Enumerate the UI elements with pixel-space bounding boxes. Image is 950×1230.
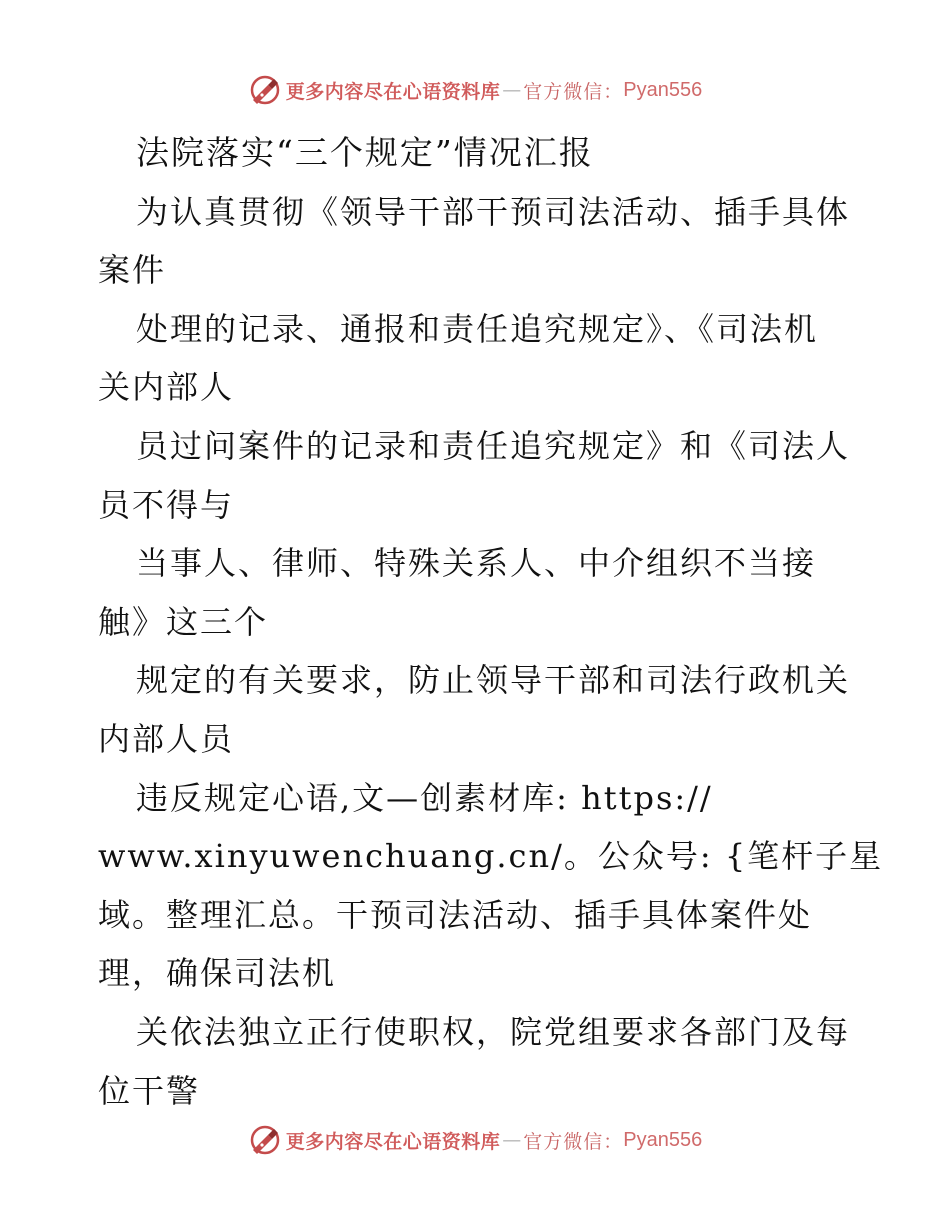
watermark-separator: — (502, 79, 522, 101)
watermark-separator: — (502, 1129, 522, 1151)
paragraph-line: 规定的有关要求，防止领导干部和司法行政机关 (136, 661, 851, 700)
pen-logo-icon (248, 1123, 282, 1157)
paragraph-line: 为认真贯彻《领导干部干预司法活动、插手具体 (136, 192, 851, 231)
document-title: 法院落实“三个规定”情况汇报 (136, 133, 594, 172)
paragraph-line: 理，确保司法机 (98, 954, 337, 993)
paragraph-line: 员过问案件的记录和责任追究规定》和《司法人 (136, 426, 851, 465)
watermark-brand: 更多内容尽在心语资料库 (285, 80, 501, 103)
watermark-brand: 更多内容尽在心语资料库 (285, 1130, 501, 1153)
paragraph-line: 位干警 (98, 1071, 201, 1110)
paragraph-line: 当事人、律师、特殊关系人、中介组织不当接 (136, 544, 817, 583)
paragraph-line: www.xinyuwenchuang.cn/。公众号: {笔杆子星 (98, 837, 884, 876)
watermark-wechat-label: 官方微信： (523, 1130, 624, 1153)
paragraph-line: 关内部人 (98, 368, 235, 407)
paragraph-line: 案件 (98, 251, 167, 290)
paragraph-line: 域。整理汇总。干预司法活动、插手具体案件处 (98, 895, 813, 934)
document-body (98, 124, 884, 1120)
paragraph-line: 违反规定心语,文—创素材库: https:// (136, 778, 713, 817)
watermark-wechat-handle: Pyan556 (623, 78, 703, 101)
watermark-wechat-handle: Pyan556 (623, 1128, 703, 1151)
paragraph-line: 触》这三个 (98, 602, 269, 641)
paragraph-line: 关依法独立正行使职权，院党组要求各部门及每 (136, 1012, 851, 1051)
paragraph-line: 员不得与 (98, 485, 235, 524)
pen-logo-icon (248, 73, 282, 107)
watermark-banner-bottom (0, 1120, 950, 1160)
paragraph-line: 处理的记录、通报和责任追究规定》、《司法机 (136, 309, 819, 348)
paragraph-line: 内部人员 (98, 719, 235, 758)
watermark-banner-top (0, 70, 950, 110)
watermark-wechat-label: 官方微信： (523, 80, 624, 103)
